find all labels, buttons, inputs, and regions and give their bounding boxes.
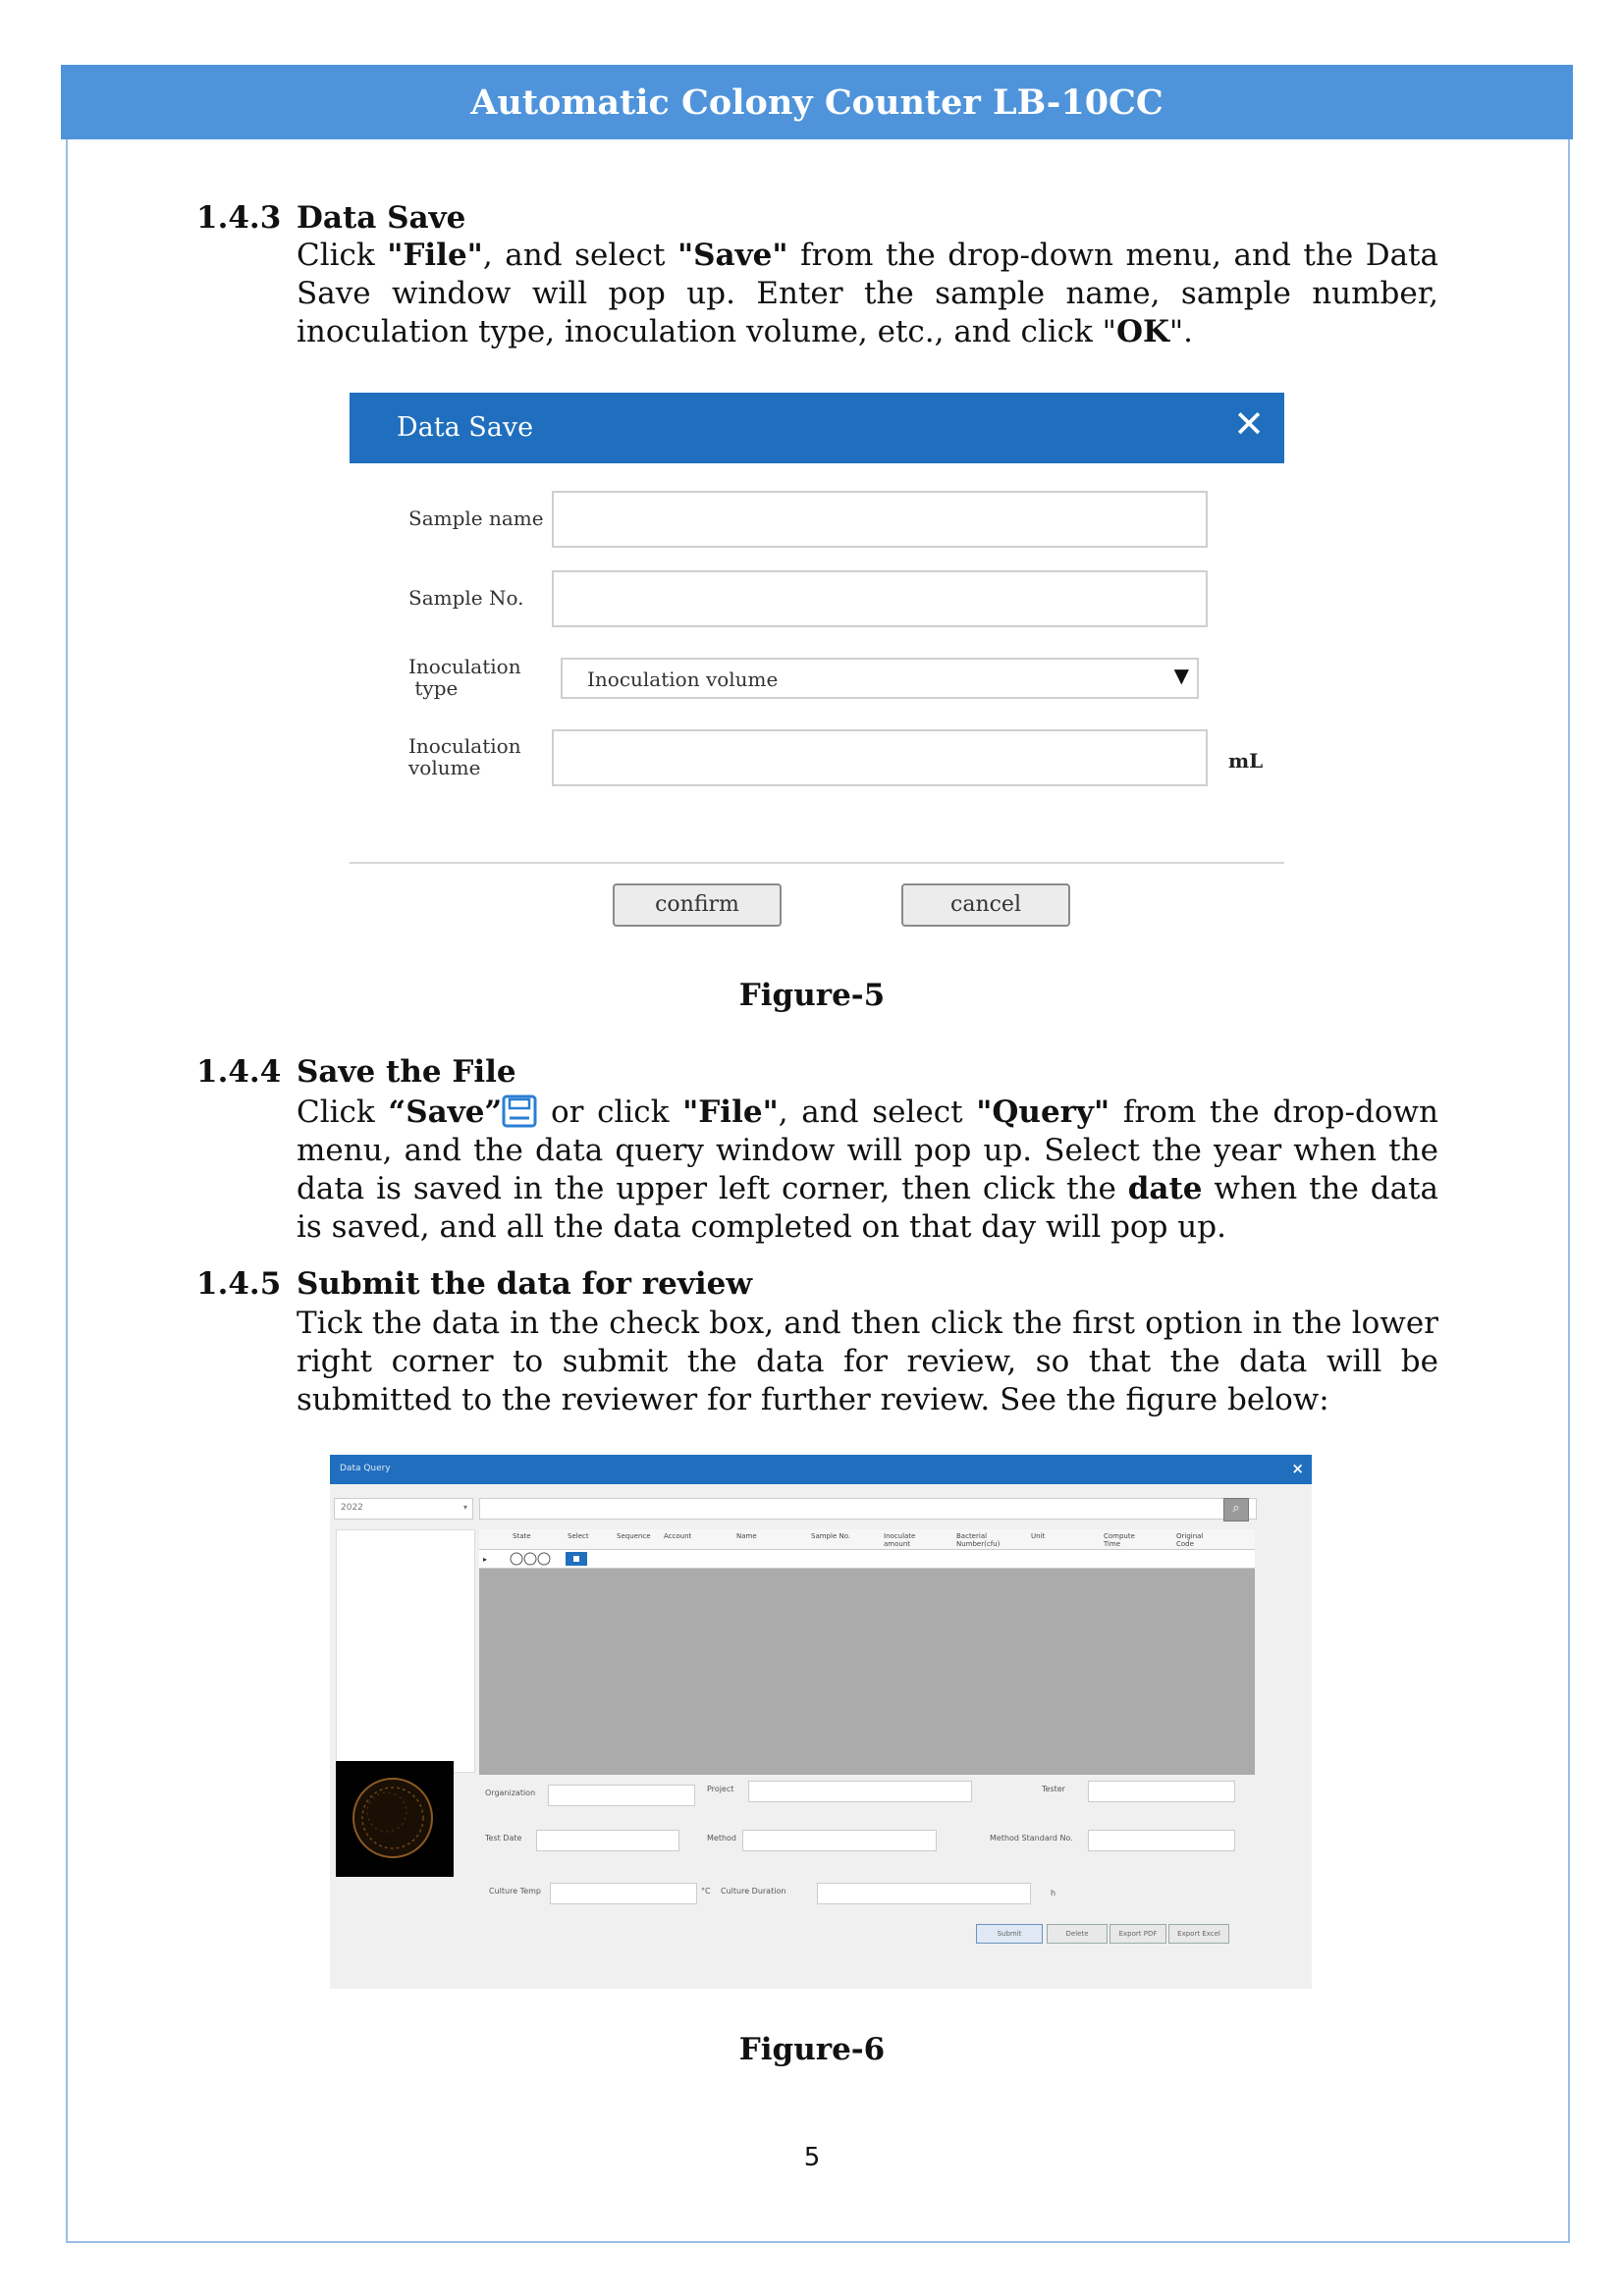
column-header: Select [568,1532,589,1540]
section-title: Data Save [297,200,466,236]
data-grid [479,1529,1255,1775]
section-number: 1.4.4 [196,1054,282,1090]
window-title: Data Query [340,1464,391,1473]
chevron-down-icon: ▾ [463,1503,468,1512]
table-row[interactable] [479,1550,1255,1569]
data-query-window [330,1455,1312,1989]
column-header: Original Code [1176,1532,1204,1548]
dialog-title-bar [350,393,1284,463]
method-standard-label: Method Standard No. [990,1834,1073,1842]
paragraph-1-4-5: Tick the data in the check box, and then click the first option in the lower right corner to submit the data for review, so that the data will be submitted to the reviewer for further review. See the figure below: [297,1306,1438,1417]
sample-no-input[interactable] [552,570,1208,627]
petri-dish-image [336,1761,454,1877]
column-header: Name [736,1532,757,1540]
inoculation-volume-input[interactable] [552,729,1208,786]
confirm-button[interactable]: confirm [613,883,782,927]
year-select[interactable] [334,1498,473,1520]
caret-down-icon: ▼ [1173,664,1189,687]
dialog-title: Data Save [397,412,534,443]
column-header: Sequence [617,1532,651,1540]
tester-input[interactable] [1088,1781,1235,1802]
section-title: Save the File [297,1054,516,1090]
export-excel-button[interactable]: Export Excel [1168,1924,1229,1944]
column-header: Compute Time [1104,1532,1135,1548]
sample-name-label: Sample name [408,507,544,530]
culture-temp-input[interactable] [550,1883,697,1904]
method-label: Method [707,1834,737,1842]
divider [350,862,1284,864]
column-header: Unit [1031,1532,1046,1540]
method-select[interactable] [742,1830,937,1851]
submit-button[interactable]: Submit [976,1924,1043,1944]
figure-6-caption: Figure-6 [738,2032,886,2067]
row-state-icons [479,1550,597,1568]
header-title: Automatic Colony Counter LB-10CC [470,81,1164,123]
column-header: Sample No. [811,1532,851,1540]
test-date-label: Test Date [485,1834,522,1842]
year-value: 2022 [341,1503,363,1513]
culture-temp-label: Culture Temp [489,1887,541,1896]
culture-duration-label: Culture Duration [721,1887,786,1896]
test-date-input[interactable] [536,1830,679,1851]
close-icon[interactable]: × [1291,1460,1304,1477]
delete-button[interactable]: Delete [1047,1924,1108,1944]
organization-label: Organization [485,1789,536,1797]
column-header: Inoculate amount [884,1532,916,1548]
column-header: State [513,1532,531,1540]
project-label: Project [707,1785,734,1793]
section-number: 1.4.3 [196,200,282,236]
unit-label: mL [1228,749,1264,773]
search-input[interactable] [479,1498,1257,1520]
document-header [61,65,1573,139]
section-number: 1.4.5 [196,1266,282,1302]
paragraph-1-4-4: Click “Save” or click "File", and select "Query" from the drop-down menu, and the data query window will pop up. Select the year when the data is saved in the upper left corner, then click the date when the data is saved, and all the data completed on that day will pop up. [297,1095,1439,1245]
page-number: 5 [803,2143,821,2172]
method-standard-input[interactable] [1088,1830,1235,1851]
select-value: Inoculation volume [587,667,779,691]
section-title: Submit the data for review [297,1266,753,1302]
culture-duration-input[interactable] [817,1883,1031,1904]
inoculation-type-label: Inoculation type [408,655,521,700]
inoculation-volume-label: Inoculation volume [408,734,521,779]
hour-unit-label: h [1051,1889,1056,1897]
save-icon [502,1095,537,1128]
search-icon[interactable]: ⌕ [1223,1498,1249,1522]
dish-thumbnail [336,1761,454,1877]
column-header: Bacterial Number(cfu) [956,1532,1001,1548]
inoculation-type-select[interactable] [561,658,1199,699]
column-header: Account [664,1532,692,1540]
paragraph-1-4-3: Click "File", and select "Save" from the drop-down menu, and the Data Save window will pop up. Enter the sample name, sample number, inoculation type, inoculation volume, etc., and click "OK". [297,238,1438,349]
temp-unit-label: °C [701,1887,711,1896]
cancel-button[interactable]: cancel [901,883,1070,927]
export-pdf-button[interactable]: Export PDF [1110,1924,1166,1944]
date-tree[interactable] [336,1529,475,1773]
close-icon[interactable]: ✕ [1233,402,1265,446]
window-title-bar [330,1455,1312,1484]
grid-header [479,1529,1255,1550]
organization-input[interactable] [548,1785,695,1806]
sample-no-label: Sample No. [408,586,524,610]
figure-5-caption: Figure-5 [738,978,886,1013]
svg-text:▸: ▸ [483,1555,488,1564]
data-save-dialog [350,393,1284,937]
tester-label: Tester [1042,1785,1065,1793]
sample-name-input[interactable] [552,491,1208,548]
project-input[interactable] [748,1781,972,1802]
